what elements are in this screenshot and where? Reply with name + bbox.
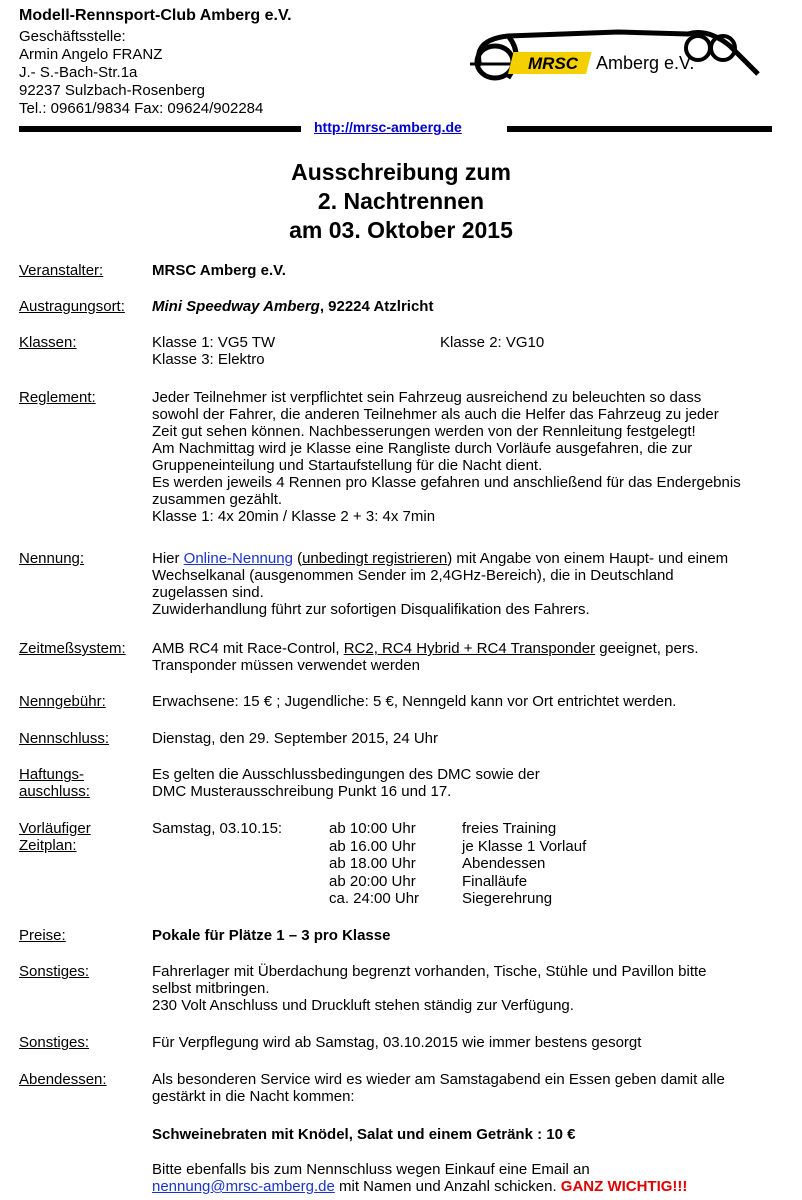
nennung-line-1 bbox=[152, 550, 782, 567]
venue-name: Mini Speedway Amberg bbox=[152, 298, 320, 315]
reglement-line: zusammen gezählt. bbox=[152, 491, 283, 508]
important-note: GANZ WICHTIG!!! bbox=[560, 1178, 688, 1195]
zeitplan-times bbox=[329, 820, 419, 908]
club-logo bbox=[468, 26, 768, 92]
abendessen-line-1: Als besonderen Service wird es wieder am Samstagabend ein Essen geben damit alle bbox=[152, 1071, 725, 1088]
zeitplan-time: ca. 24:00 Uhr bbox=[329, 890, 420, 907]
register-note: unbedingt registrieren bbox=[302, 550, 448, 567]
value-veranstalter: MRSC Amberg e.V. bbox=[152, 262, 286, 279]
value-reglement bbox=[152, 389, 782, 525]
zeitplan-events bbox=[462, 820, 586, 908]
label-haftung bbox=[19, 766, 90, 800]
email-link[interactable]: nennung@mrsc-amberg.de bbox=[152, 1178, 335, 1195]
label-klassen: Klassen: bbox=[19, 334, 77, 351]
label-haftung-2: auschluss: bbox=[19, 783, 90, 800]
nennung-pre: Hier bbox=[152, 550, 184, 567]
title-line-3: am 03. Oktober 2015 bbox=[289, 217, 513, 243]
address-line: 92237 Sulzbach-Rosenberg bbox=[19, 82, 205, 99]
zeitplan-time: ab 16.00 Uhr bbox=[329, 837, 416, 855]
address-line: Armin Angelo FRANZ bbox=[19, 46, 163, 63]
label-nennschluss: Nennschluss: bbox=[19, 730, 110, 747]
reglement-line: Zeit gut sehen können. Nachbesserungen werden von der Rennleitung festgelegt! bbox=[152, 423, 696, 440]
club-name: Modell-Rennsport-Club Amberg e.V. bbox=[19, 7, 292, 24]
value-nennung bbox=[152, 550, 782, 618]
nennung-mid: ( bbox=[292, 550, 303, 567]
abendessen-line-2: gestärkt in die Nacht kommen: bbox=[152, 1088, 355, 1105]
zeitmess-line-2: Transponder müssen verwendet werden bbox=[152, 657, 420, 674]
document-title bbox=[0, 158, 802, 245]
label-zeitplan bbox=[19, 820, 91, 854]
label-zeitplan-1: Vorläufiger bbox=[19, 820, 91, 837]
header-rule-right bbox=[507, 126, 772, 132]
zeitplan-event: Finalläufe bbox=[462, 872, 528, 890]
value-abendessen bbox=[152, 1071, 782, 1105]
label-reglement: Reglement: bbox=[19, 389, 96, 406]
label-preise: Preise: bbox=[19, 927, 66, 944]
venue-location: , 92224 Atzlricht bbox=[319, 298, 434, 315]
sonstiges-line-3: 230 Volt Anschluss und Druckluft stehen ständig zur Verfügung. bbox=[152, 997, 574, 1014]
label-sonstiges-2: Sonstiges: bbox=[19, 1034, 90, 1051]
label-nennung: Nennung: bbox=[19, 550, 85, 567]
klasse-2: Klasse 2: VG10 bbox=[440, 334, 545, 351]
sonstiges-line-2: selbst mitbringen. bbox=[152, 980, 270, 997]
header-rule-left bbox=[19, 126, 301, 132]
transponder-types: RC2, RC4 Hybrid + RC4 Transponder bbox=[343, 640, 596, 657]
value-preise: Pokale für Plätze 1 – 3 pro Klasse bbox=[152, 927, 391, 944]
klasse-3: Klasse 3: Elektro bbox=[152, 351, 265, 368]
zeitmess-line-1 bbox=[152, 640, 782, 657]
nennung-line-2: Wechselkanal (ausgenommen Sender im 2,4GHz-Bereich), die in Deutschland bbox=[152, 567, 674, 584]
reglement-line: Es werden jeweils 4 Rennen pro Klasse gefahren und anschließend für das Endergebnis bbox=[152, 474, 741, 491]
label-austragungsort: Austragungsort: bbox=[19, 298, 125, 315]
value-nenngebuehr: Erwachsene: 15 € ; Jugendliche: 5 €, Nenngeld kann vor Ort entrichtet werden. bbox=[152, 693, 677, 710]
zeitplan-date: Samstag, 03.10.15: bbox=[152, 820, 283, 837]
website-link[interactable]: http://mrsc-amberg.de bbox=[314, 119, 462, 135]
value-zeitmess bbox=[152, 640, 782, 674]
label-veranstalter: Veranstalter: bbox=[19, 262, 104, 279]
zeitmess-post: geeignet, pers. bbox=[595, 640, 699, 657]
zeitplan-event: je Klasse 1 Vorlauf bbox=[462, 837, 587, 855]
reglement-line: Klasse 1: 4x 20min / Klasse 2 + 3: 4x 7min bbox=[152, 508, 436, 525]
reglement-line: Am Nachmittag wird je Klasse eine Rangliste durch Vorläufe ausgefahren, die zur bbox=[152, 440, 693, 457]
haftung-line-1: Es gelten die Ausschlussbedingungen des DMC sowie der bbox=[152, 766, 540, 783]
address-line: J.- S.-Bach-Str.1a bbox=[19, 64, 138, 81]
zeitplan-event: Siegerehrung bbox=[462, 890, 553, 907]
zeitplan-event: freies Training bbox=[462, 820, 557, 837]
value-sonstiges-1 bbox=[152, 963, 782, 1014]
nennung-line-4: Zuwiderhandlung führt zur sofortigen Disqualifikation des Fahrers. bbox=[152, 601, 590, 618]
label-nenngebuehr: Nenngebühr: bbox=[19, 693, 106, 710]
zeitplan-event: Abendessen bbox=[462, 855, 546, 872]
address-line: Tel.: 09661/9834 Fax: 09624/902284 bbox=[19, 100, 264, 117]
label-zeitplan-2: Zeitplan: bbox=[19, 837, 77, 854]
title-line-1: Ausschreibung zum bbox=[291, 159, 511, 185]
value-haftung bbox=[152, 766, 782, 800]
club-address bbox=[19, 28, 263, 118]
address-line: Geschäftsstelle: bbox=[19, 28, 126, 45]
label-abendessen: Abendessen: bbox=[19, 1071, 107, 1088]
zeitplan-time: ab 10:00 Uhr bbox=[329, 820, 416, 837]
reglement-line: Gruppeneinteilung und Startaufstellung für die Nacht dient. bbox=[152, 457, 543, 474]
abendessen-menu: Schweinebraten mit Knödel, Salat und einem Getränk : 10 € bbox=[152, 1126, 576, 1143]
reglement-line: sowohl der Fahrer, die anderen Teilnehmer als auch die Helfer das Fahrzeug zu jeder bbox=[152, 406, 719, 423]
zeitmess-pre: AMB RC4 mit Race-Control, bbox=[152, 640, 344, 657]
abendessen-line-4 bbox=[152, 1178, 782, 1195]
value-austragungsort bbox=[152, 298, 782, 315]
sonstiges-line-1: Fahrerlager mit Überdachung begrenzt vorhanden, Tische, Stühle und Pavillon bitte bbox=[152, 963, 707, 980]
label-haftung-1: Haftungs- bbox=[19, 766, 85, 783]
abendessen-line-4-text: mit Namen und Anzahl schicken. bbox=[334, 1178, 561, 1195]
label-zeitmess: Zeitmeßsystem: bbox=[19, 640, 126, 657]
value-sonstiges-2: Für Verpflegung wird ab Samstag, 03.10.2015 wie immer bestens gesorgt bbox=[152, 1034, 642, 1051]
abendessen-email-note bbox=[152, 1161, 782, 1195]
nennung-post: ) mit Angabe von einem Haupt- und einem bbox=[447, 550, 729, 567]
nennung-line-3: zugelassen sind. bbox=[152, 584, 264, 601]
klasse-1: Klasse 1: VG5 TW bbox=[152, 334, 276, 351]
reglement-line: Jeder Teilnehmer ist verpflichtet sein Fahrzeug ausreichend zu beleuchten so dass bbox=[152, 389, 702, 406]
zeitplan-time: ab 18.00 Uhr bbox=[329, 855, 416, 872]
haftung-line-2: DMC Musterausschreibung Punkt 16 und 17. bbox=[152, 783, 452, 800]
title-line-2: 2. Nachtrennen bbox=[317, 188, 485, 214]
online-nennung-link[interactable]: Online-Nennung bbox=[183, 550, 293, 567]
zeitplan-time: ab 20:00 Uhr bbox=[329, 872, 416, 890]
value-nennschluss: Dienstag, den 29. September 2015, 24 Uhr bbox=[152, 730, 439, 747]
logo-brand-text: MRSC bbox=[528, 54, 579, 73]
abendessen-line-3: Bitte ebenfalls bis zum Nennschluss wegen Einkauf eine Email an bbox=[152, 1161, 590, 1178]
logo-city-text: Amberg e.V. bbox=[596, 53, 695, 73]
label-sonstiges-1: Sonstiges: bbox=[19, 963, 90, 980]
